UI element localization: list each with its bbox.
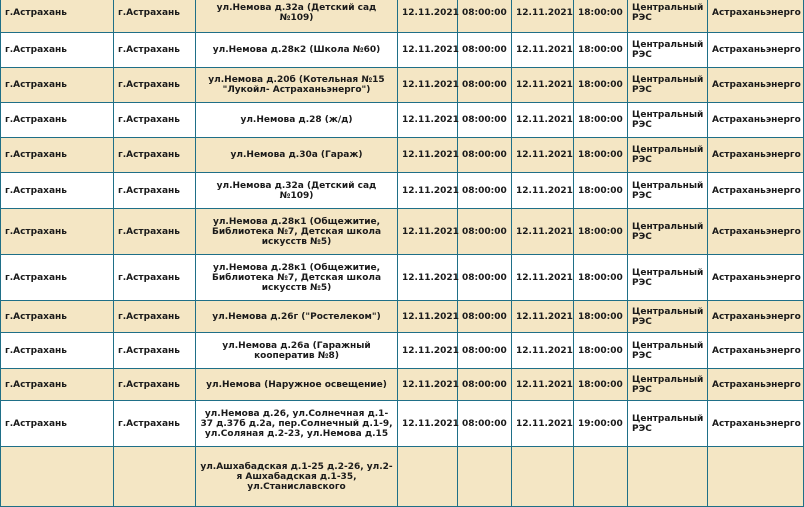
cell-org: Астраханьэнерго: [708, 301, 804, 333]
table-row: [1, 173, 804, 209]
cell-address: ул.Немова (Наружное освещение): [196, 369, 398, 401]
cell-res: Центральный РЭС: [628, 68, 708, 103]
cell-date-start: 12.11.2021: [398, 401, 458, 447]
table-row: [1, 209, 804, 255]
cell-time-start: 08:00:00: [458, 369, 512, 401]
cell-org: Астраханьэнерго: [708, 333, 804, 369]
cell-city: г.Астрахань: [1, 401, 114, 447]
cell-locality: г.Астрахань: [114, 401, 196, 447]
cell-time-end: 18:00:00: [574, 255, 628, 301]
cell-date-end: 12.11.2021: [512, 255, 574, 301]
cell-date-start: 12.11.2021: [398, 173, 458, 209]
cell-res: Центральный РЭС: [628, 103, 708, 138]
cell-city: г.Астрахань: [1, 173, 114, 209]
cell-locality: г.Астрахань: [114, 68, 196, 103]
cell-locality: г.Астрахань: [114, 33, 196, 68]
cell-date-end: [512, 447, 574, 507]
cell-city: г.Астрахань: [1, 33, 114, 68]
cell-locality: г.Астрахань: [114, 255, 196, 301]
cell-time-end: 18:00:00: [574, 0, 628, 33]
cell-address: ул.Ашхабадская д.1-25 д.2-26, ул.2-я Ашхабадская д.1-35, ул.Станиславского: [196, 447, 398, 507]
cell-city: г.Астрахань: [1, 301, 114, 333]
cell-date-end: 12.11.2021: [512, 68, 574, 103]
cell-address: ул.Немова д.32а (Детский сад №109): [196, 173, 398, 209]
cell-date-start: 12.11.2021: [398, 0, 458, 33]
cell-time-start: 08:00:00: [458, 209, 512, 255]
cell-address: ул.Немова д.30а (Гараж): [196, 138, 398, 173]
cell-date-end: 12.11.2021: [512, 33, 574, 68]
cell-res: Центральный РЭС: [628, 301, 708, 333]
cell-date-start: 12.11.2021: [398, 68, 458, 103]
cell-time-start: 08:00:00: [458, 103, 512, 138]
cell-date-start: 12.11.2021: [398, 333, 458, 369]
cell-res: Центральный РЭС: [628, 255, 708, 301]
cell-locality: г.Астрахань: [114, 138, 196, 173]
table-body: [1, 0, 804, 507]
cell-date-start: 12.11.2021: [398, 209, 458, 255]
cell-date-start: 12.11.2021: [398, 33, 458, 68]
cell-res: Центральный РЭС: [628, 401, 708, 447]
cell-org: Астраханьэнерго: [708, 103, 804, 138]
cell-time-end: 18:00:00: [574, 301, 628, 333]
cell-date-start: 12.11.2021: [398, 369, 458, 401]
cell-city: г.Астрахань: [1, 209, 114, 255]
cell-time-end: 18:00:00: [574, 173, 628, 209]
cell-address: ул.Немова д.20б (Котельная №15 "Лукойл- Астраханьэнерго"): [196, 68, 398, 103]
cell-res: Центральный РЭС: [628, 138, 708, 173]
cell-time-end: 18:00:00: [574, 103, 628, 138]
cell-city: г.Астрахань: [1, 138, 114, 173]
cell-date-start: [398, 447, 458, 507]
cell-org: Астраханьэнерго: [708, 68, 804, 103]
cell-org: Астраханьэнерго: [708, 173, 804, 209]
cell-address: ул.Немова д.26а (Гаражный кооператив №8): [196, 333, 398, 369]
cell-city: г.Астрахань: [1, 255, 114, 301]
cell-res: Центральный РЭС: [628, 333, 708, 369]
cell-date-end: 12.11.2021: [512, 333, 574, 369]
cell-date-end: 12.11.2021: [512, 0, 574, 33]
cell-locality: г.Астрахань: [114, 173, 196, 209]
table-row: [1, 103, 804, 138]
cell-date-end: 12.11.2021: [512, 301, 574, 333]
cell-address: ул.Немова д.32а (Детский сад №109): [196, 0, 398, 33]
cell-city: г.Астрахань: [1, 333, 114, 369]
table-row: [1, 401, 804, 447]
cell-locality: г.Астрахань: [114, 103, 196, 138]
cell-time-start: 08:00:00: [458, 333, 512, 369]
table-row: [1, 0, 804, 33]
cell-org: Астраханьэнерго: [708, 138, 804, 173]
cell-address: ул.Немова д.28 (ж/д): [196, 103, 398, 138]
cell-address: ул.Немова д.26, ул.Солнечная д.1-37 д.37б д.2а, пер.Солнечный д.1-9, ул.Соляная д.2-23, ул.Немова д.15: [196, 401, 398, 447]
cell-date-start: 12.11.2021: [398, 255, 458, 301]
cell-address: ул.Немова д.28к2 (Школа №60): [196, 33, 398, 68]
cell-time-end: 18:00:00: [574, 209, 628, 255]
cell-city: г.Астрахань: [1, 103, 114, 138]
cell-locality: г.Астрахань: [114, 0, 196, 33]
cell-locality: г.Астрахань: [114, 301, 196, 333]
cell-time-end: 18:00:00: [574, 138, 628, 173]
cell-org: Астраханьэнерго: [708, 369, 804, 401]
cell-city: [1, 447, 114, 507]
cell-time-start: 08:00:00: [458, 68, 512, 103]
cell-org: Астраханьэнерго: [708, 0, 804, 33]
cell-res: Центральный РЭС: [628, 369, 708, 401]
cell-city: г.Астрахань: [1, 0, 114, 33]
cell-date-end: 12.11.2021: [512, 173, 574, 209]
table-row: [1, 33, 804, 68]
cell-time-start: 08:00:00: [458, 0, 512, 33]
cell-city: г.Астрахань: [1, 68, 114, 103]
cell-address: ул.Немова д.26г ("Ростелеком"): [196, 301, 398, 333]
cell-org: [708, 447, 804, 507]
cell-time-start: 08:00:00: [458, 33, 512, 68]
cell-locality: [114, 447, 196, 507]
cell-org: Астраханьэнерго: [708, 255, 804, 301]
cell-res: Центральный РЭС: [628, 0, 708, 33]
table-row: [1, 301, 804, 333]
cell-date-start: 12.11.2021: [398, 301, 458, 333]
table-row: [1, 447, 804, 507]
cell-date-end: 12.11.2021: [512, 103, 574, 138]
cell-city: г.Астрахань: [1, 369, 114, 401]
cell-locality: г.Астрахань: [114, 209, 196, 255]
cell-time-end: [574, 447, 628, 507]
cell-res: Центральный РЭС: [628, 173, 708, 209]
cell-time-start: 08:00:00: [458, 301, 512, 333]
cell-date-end: 12.11.2021: [512, 369, 574, 401]
cell-time-end: 19:00:00: [574, 401, 628, 447]
cell-time-end: 18:00:00: [574, 333, 628, 369]
table-row: [1, 68, 804, 103]
cell-date-start: 12.11.2021: [398, 138, 458, 173]
cell-org: Астраханьэнерго: [708, 401, 804, 447]
table-row: [1, 255, 804, 301]
cell-locality: г.Астрахань: [114, 369, 196, 401]
cell-locality: г.Астрахань: [114, 333, 196, 369]
cell-address: ул.Немова д.28к1 (Общежитие, Библиотека №7, Детская школа искусств №5): [196, 209, 398, 255]
cell-date-start: 12.11.2021: [398, 103, 458, 138]
cell-org: Астраханьэнерго: [708, 33, 804, 68]
cell-time-start: 08:00:00: [458, 138, 512, 173]
cell-time-end: 18:00:00: [574, 369, 628, 401]
cell-address: ул.Немова д.28к1 (Общежитие, Библиотека №7, Детская школа искусств №5): [196, 255, 398, 301]
cell-time-start: 08:00:00: [458, 173, 512, 209]
table-row: [1, 333, 804, 369]
cell-time-start: 08:00:00: [458, 401, 512, 447]
cell-date-end: 12.11.2021: [512, 209, 574, 255]
cell-time-start: [458, 447, 512, 507]
cell-time-start: 08:00:00: [458, 255, 512, 301]
cell-res: [628, 447, 708, 507]
cell-time-end: 18:00:00: [574, 68, 628, 103]
cell-date-end: 12.11.2021: [512, 401, 574, 447]
cell-org: Астраханьэнерго: [708, 209, 804, 255]
cell-time-end: 18:00:00: [574, 33, 628, 68]
table-row: [1, 138, 804, 173]
cell-res: Центральный РЭС: [628, 33, 708, 68]
table-row: [1, 369, 804, 401]
cell-date-end: 12.11.2021: [512, 138, 574, 173]
cell-res: Центральный РЭС: [628, 209, 708, 255]
